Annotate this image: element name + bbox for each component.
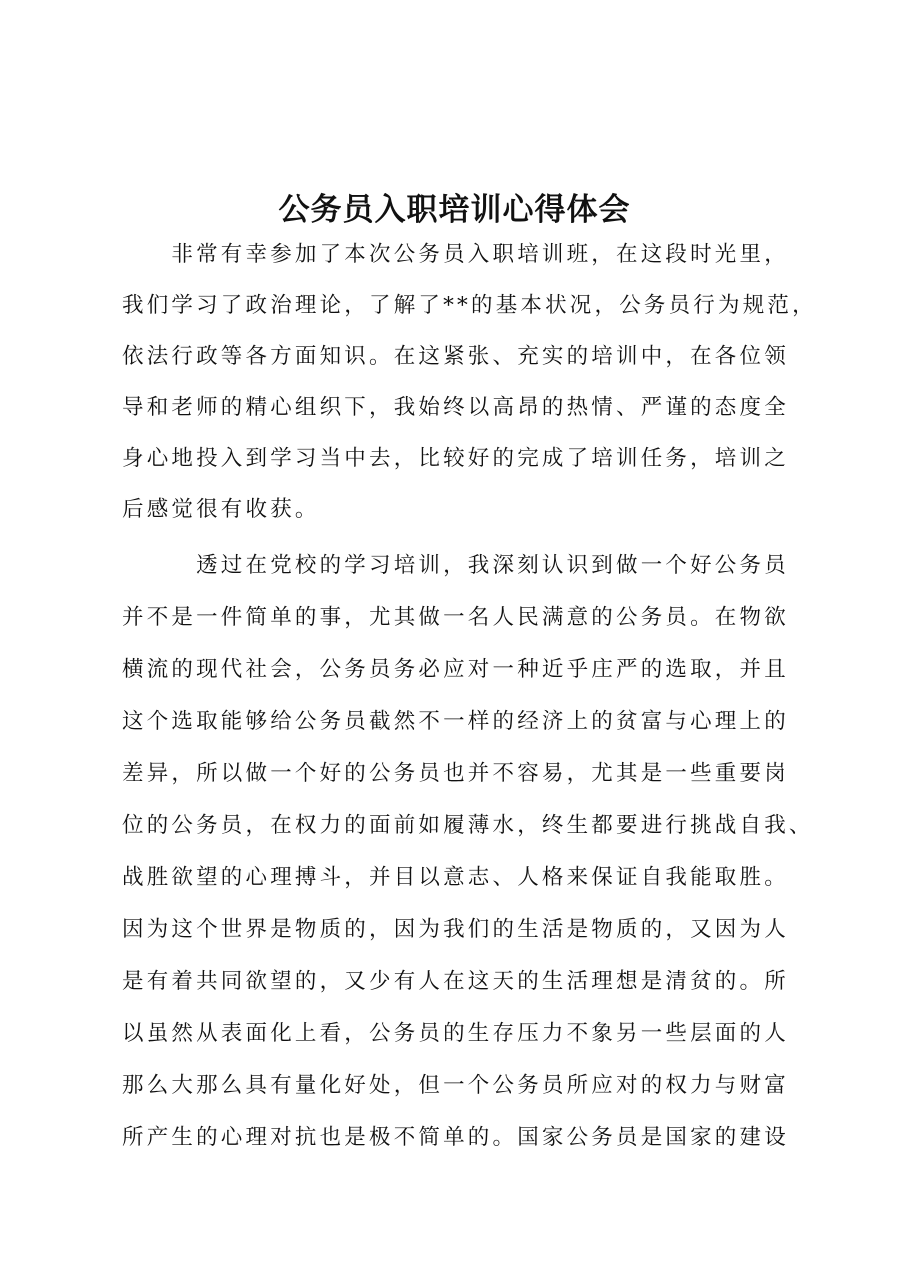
body-line: 身心地投入到学习当中去，比较好的完成了培训任务，培训之 — [122, 446, 789, 471]
body-line: 我们学习了政治理论，了解了**的基本状况，公务员行为规范， — [122, 293, 817, 318]
body-line: 那么大那么具有量化好处，但一个公务员所应对的权力与财富 — [122, 1073, 789, 1098]
body-line: 非常有幸参加了本次公务员入职培训班，在这段时光里， — [122, 242, 789, 267]
body-line: 战胜欲望的心理搏斗，并目以意志、人格来保证自我能取胜。 — [122, 865, 789, 890]
document-title: 公务员入职培训心得体会 — [278, 192, 631, 228]
body-line: 依法行政等各方面知识。在这紧张、充实的培训中，在各位领 — [122, 344, 789, 369]
body-line: 差异，所以做一个好的公务员也并不容易，尤其是一些重要岗 — [122, 761, 789, 786]
body-line: 导和老师的精心组织下，我始终以高昂的热情、严谨的态度全 — [122, 395, 789, 420]
body-line: 并不是一件简单的事，尤其做一名人民满意的公务员。在物欲 — [122, 605, 789, 630]
body-line: 是有着共同欲望的，又少有人在这天的生活理想是清贫的。所 — [122, 969, 789, 994]
body-line: 透过在党校的学习培训，我深刻认识到做一个好公务员 — [122, 553, 789, 578]
body-line: 后感觉很有收获。 — [122, 497, 320, 522]
body-line: 横流的现代社会，公务员务必应对一种近乎庄严的选取，并且 — [122, 657, 789, 682]
body-line: 所产生的心理对抗也是极不简单的。国家公务员是国家的建设 — [122, 1125, 789, 1150]
body-line: 以虽然从表面化上看，公务员的生存压力不象另一些层面的人 — [122, 1021, 789, 1046]
body-line: 这个选取能够给公务员截然不一样的经济上的贫富与心理上的 — [122, 709, 789, 734]
body-line: 位的公务员，在权力的面前如履薄水，终生都要进行挑战自我、 — [122, 813, 814, 838]
body-line: 因为这个世界是物质的，因为我们的生活是物质的，又因为人 — [122, 917, 789, 942]
